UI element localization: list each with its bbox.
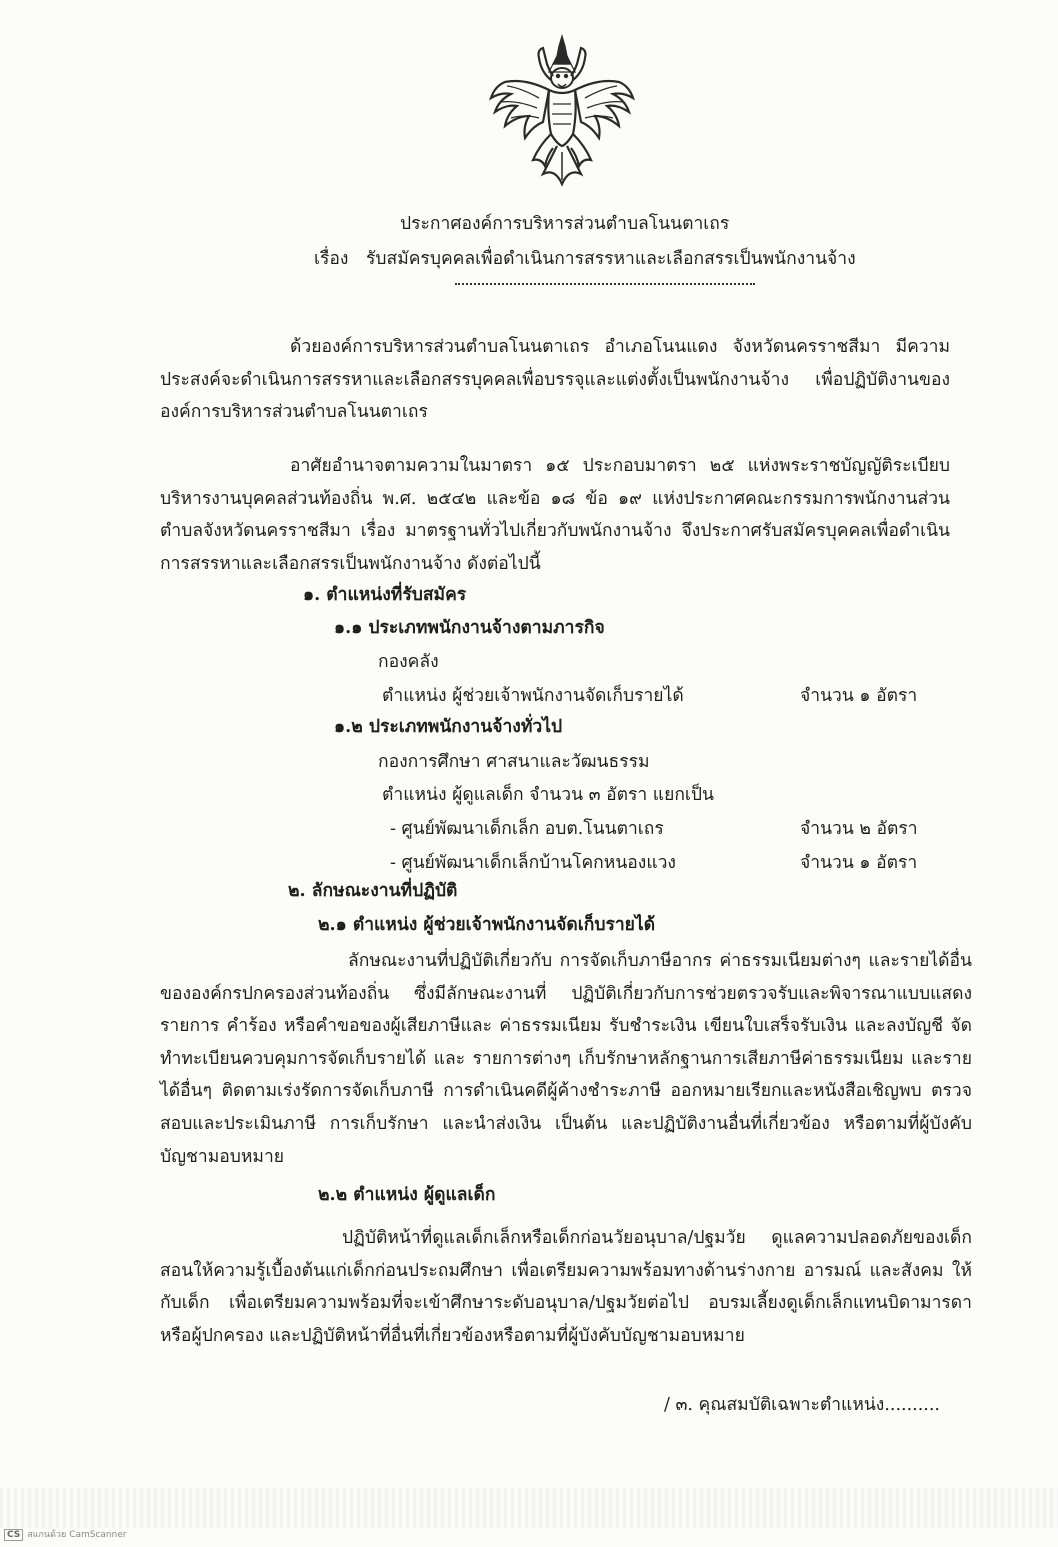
announcement-title: ประกาศองค์การบริหารส่วนตำบลโนนตาเถร: [400, 214, 730, 234]
section-1-2-heading: ๑.๒ ประเภทพนักงานจ้างทั่วไป: [334, 717, 563, 737]
list-item: - ศูนย์พัฒนาเด็กเล็ก อบต.โนนตาเถร: [390, 819, 664, 839]
camscanner-label: สแกนด้วย CamScanner: [27, 1530, 127, 1540]
section-1-1-division: กองคลัง: [378, 652, 439, 672]
section-1-heading: ๑. ตำแหน่งที่รับสมัคร: [303, 585, 467, 605]
section-2-1-text: ลักษณะงานที่ปฏิบัติเกี่ยวกับ การจัดเก็บภาษีอากร ค่าธรรมเนียมต่างๆ และรายได้อื่นขององค์กรปกครองส่วนท้องถิ่น ซึ่งมีลักษณะงานที่ ปฏิบัติเกี่ยวกับการช่วยตรวจรับและพิจารณาแบบแสดงรายการ คำร้อง หรือคำขอของผู้เสียภาษีและ ค่าธรรมเนียม รับชำระเงิน เขียนใบเสร็จรับเงิน และลงบัญชี จัดทำทะเบียนควบคุมการจัดเก็บรายได้ และ รายการต่างๆ เก็บรักษาหลักฐานการเสียภาษีค่าธรรมเนียม และรายได้อื่นๆ ติดตามเร่งรัดการจัดเก็บภาษี การดำเนินคดีผู้ค้างชำระภาษี ออกหมายเรียกและหนังสือเชิญพบ ตรวจสอบและประเมินภาษี การเก็บรักษา และนำส่งเงิน เป็นต้น และปฏิบัติงานอื่นที่เกี่ยวข้อง หรือตามที่ผู้บังคับบัญชามอบหมาย: [160, 951, 972, 1167]
continuation-note: / ๓. คุณสมบัติเฉพาะตำแหน่ง..........: [664, 1395, 940, 1415]
section-1-1-position: ตำแหน่ง ผู้ช่วยเจ้าพนักงานจัดเก็บรายได้: [382, 686, 684, 706]
list-item-count: จำนวน ๑ อัตรา: [800, 853, 918, 873]
section-2-2-text: ปฏิบัติหน้าที่ดูแลเด็กเล็กหรือเด็กก่อนวัยอนุบาล/ปฐมวัย ดูแลความปลอดภัยของเด็ก สอนให้ความรู้เบื้องต้นแก่เด็กก่อนประถมศึกษา เพื่อเตรียมความพร้อมทางด้านร่างกาย อารมณ์ และสังคม ให้กับเด็ก เพื่อเตรียมความพร้อมที่จะเข้าศึกษาระดับอนุบาล/ปฐมวัยต่อไป อบรมเลี้ยงดูเด็กเล็กแทนบิดามารดา หรือผู้ปกครอง และปฏิบัติหน้าที่อื่นที่เกี่ยวข้องหรือตามที่ผู้บังคับบัญชามอบหมาย: [160, 1228, 972, 1346]
section-1-1-heading: ๑.๑ ประเภทพนักงานจ้างตามภารกิจ: [334, 618, 605, 638]
camscanner-watermark: [4, 1527, 127, 1541]
section-2-heading: ๒. ลักษณะงานที่ปฏิบัติ: [288, 881, 458, 901]
list-item-count: จำนวน ๒ อัตรา: [800, 819, 918, 839]
section-2-1-heading: ๒.๑ ตำแหน่ง ผู้ช่วยเจ้าพนักงานจัดเก็บรายได้: [318, 915, 656, 935]
intro-paragraph-2: อาศัยอำนาจตามความในมาตรา ๑๕ ประกอบมาตรา ๒๕ แห่งพระราชบัญญัติระเบียบบริหารงานบุคคลส่วนท้องถิ่น พ.ศ. ๒๕๔๒ และข้อ ๑๘ ข้อ ๑๙ แห่งประกาศคณะกรรมการพนักงานส่วนตำบลจังหวัดนครราชสีมา เรื่อง มาตรฐานทั่วไปเกี่ยวกับพนักงานจ้าง จึงประกาศรับสมัครบุคคลเพื่อดำเนินการสรรหาและเลือกสรรเป็นพนักงานจ้าง ดังต่อไปนี้: [160, 456, 950, 574]
section-1-2-position: ตำแหน่ง ผู้ดูแลเด็ก จำนวน ๓ อัตรา แยกเป็น: [382, 785, 714, 805]
subject-text: รับสมัครบุคคลเพื่อดำเนินการสรรหาและเลือกสรรเป็นพนักงานจ้าง: [366, 249, 856, 269]
list-item: - ศูนย์พัฒนาเด็กเล็กบ้านโคกหนองแวง: [390, 853, 676, 873]
section-1-2-division: กองการศึกษา ศาสนาและวัฒนธรรม: [378, 752, 650, 772]
camscanner-logo-icon: CS: [4, 1529, 23, 1541]
section-2-2-heading: ๒.๒ ตำแหน่ง ผู้ดูแลเด็ก: [318, 1185, 496, 1205]
subject-label: เรื่อง: [314, 249, 349, 269]
section-1-1-count: จำนวน ๑ อัตรา: [800, 686, 918, 706]
garuda-emblem-icon: [487, 34, 637, 189]
intro-paragraph-1: ด้วยองค์การบริหารส่วนตำบลโนนตาเถร อำเภอโนนแดง จังหวัดนครราชสีมา มีความประสงค์จะดำเนินการสรรหาและเลือกสรรบุคคลเพื่อบรรจุและแต่งตั้งเป็นพนักงานจ้าง เพื่อปฏิบัติงานขององค์การบริหารส่วนตำบลโนนตาเถร: [160, 337, 950, 423]
title-divider: [455, 283, 755, 285]
scan-artifact-strip: [0, 1488, 1058, 1528]
